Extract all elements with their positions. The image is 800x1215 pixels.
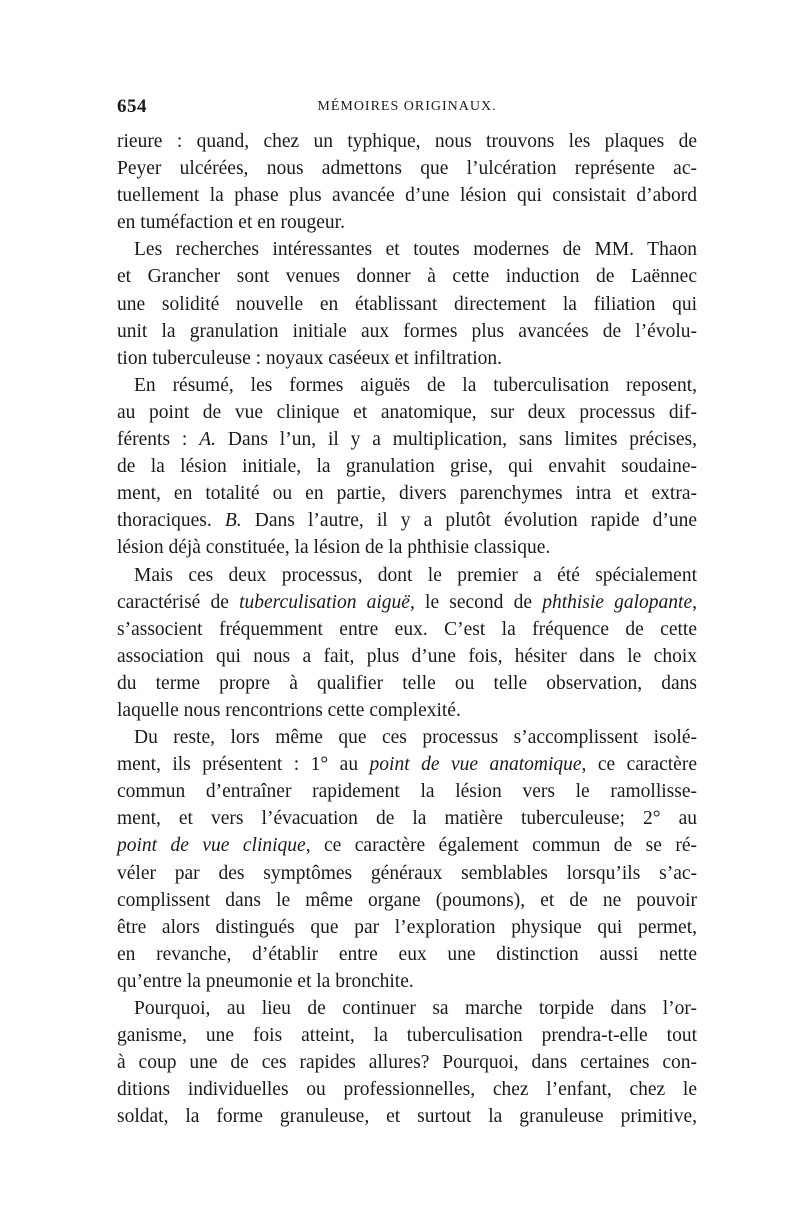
body-text <box>117 128 697 1130</box>
line-segment: ment, ils présentent : 1° au <box>117 754 370 776</box>
text-line: complissent dans le même organe (poumons), et de ne pouvoir <box>117 889 697 911</box>
line-segment: , ce caractère <box>581 754 697 776</box>
page-header <box>117 96 697 126</box>
line-segment: , ce caractère également commun de se ré- <box>305 835 697 857</box>
italic-term: point de vue anatomique <box>369 754 582 776</box>
text-line: qu’entre la pneumonie et la bronchite. <box>117 970 414 992</box>
italic-term: tuberculisation aiguë <box>239 591 410 613</box>
text-line: rieure : quand, chez un typhique, nous trouvons les plaques de <box>117 131 697 152</box>
text-line: ditions individuelles ou professionnelles, chez l’enfant, chez le <box>117 1079 697 1101</box>
text-line: Pourquoi, au lieu de continuer sa marche torpide dans l’or- <box>134 998 697 1019</box>
text-line: s’associent fréquemment entre eux. C’est la fréquence de cette <box>117 618 697 640</box>
line-segment: , le second de <box>409 591 543 613</box>
italic-label: B. <box>224 510 242 532</box>
text-line: Peyer ulcérées, nous admettons que l’ulcération représente ac- <box>117 158 697 180</box>
text-line: lésion déjà constituée, la lésion de la phthisie classique. <box>117 537 551 559</box>
line-segment: Dans l’un, il y a multiplication, sans limites précises, <box>216 429 697 451</box>
text-line: Les recherches intéressantes et toutes modernes de MM. Thaon <box>134 239 697 261</box>
text-line <box>117 751 697 778</box>
italic-label: A. <box>199 429 216 451</box>
page-number: 654 <box>117 96 147 117</box>
text-line: Mais ces deux processus, dont le premier a été spécialement <box>134 564 697 586</box>
text-line: Du reste, lors même que ces processus s’accomplissent isolé- <box>134 727 697 749</box>
italic-term: phthisie galopante <box>542 591 693 613</box>
text-line: ganisme, une fois atteint, la tuberculisation prendra-t-elle tout <box>117 1025 697 1047</box>
line-segment: férents : <box>117 429 200 451</box>
text-line: du terme propre à qualifier telle ou telle observation, dans <box>117 672 697 694</box>
text-line: ment, et vers l’évacuation de la matière tuberculeuse; 2° au <box>117 808 697 830</box>
text-line: en revanche, d’établir entre eux une distinction aussi nette <box>117 943 697 965</box>
text-line: En résumé, les formes aiguës de la tuberculisation reposent, <box>134 374 697 396</box>
text-line: unit la granulation initiale aux formes plus avancées de l’évolu- <box>117 320 697 342</box>
text-line <box>117 832 697 859</box>
text-line <box>117 507 697 534</box>
text-line: véler par des symptômes généraux semblables lorsqu’ils s’ac- <box>117 862 697 884</box>
text-line: et Grancher sont venues donner à cette induction de Laënnec <box>117 266 697 288</box>
text-line: à coup une de ces rapides allures? Pourquoi, dans certaines con- <box>117 1052 697 1074</box>
text-line: soldat, la forme granuleuse, et surtout la granuleuse primitive, <box>117 1106 697 1128</box>
text-line: tuellement la phase plus avancée d’une lésion qui consistait d’abord <box>117 185 697 207</box>
text-line: commun d’entraîner rapidement la lésion vers le ramollisse- <box>117 781 697 803</box>
line-segment: thoraciques. <box>117 510 225 532</box>
text-line: ment, en totalité ou en partie, divers parenchymes intra et extra- <box>117 483 697 505</box>
text-line <box>117 426 697 453</box>
line-segment: , <box>692 591 697 613</box>
line-segment: Dans l’autre, il y a plutôt évolution rapide d’une <box>241 510 697 532</box>
italic-term: point de vue clinique <box>117 835 306 857</box>
text-line: de la lésion initiale, la granulation grise, qui envahit soudaine- <box>117 456 697 478</box>
text-line: être alors distingués que par l’exploration physique qui permet, <box>117 916 697 938</box>
text-line: association qui nous a fait, plus d’une fois, hésiter dans le choix <box>117 645 697 667</box>
text-line: en tuméfaction et en rougeur. <box>117 212 345 234</box>
text-line: laquelle nous rencontrions cette complexité. <box>117 699 461 721</box>
running-title: MÉMOIRES ORIGINAUX. <box>317 99 497 114</box>
text-line <box>117 589 697 616</box>
text-line: une solidité nouvelle en établissant directement la filiation qui <box>117 293 697 315</box>
text-line: tion tuberculeuse : noyaux caséeux et infiltration. <box>117 347 503 369</box>
text-line: au point de vue clinique et anatomique, sur deux processus dif- <box>117 401 697 423</box>
line-segment: caractérisé de <box>117 591 240 613</box>
